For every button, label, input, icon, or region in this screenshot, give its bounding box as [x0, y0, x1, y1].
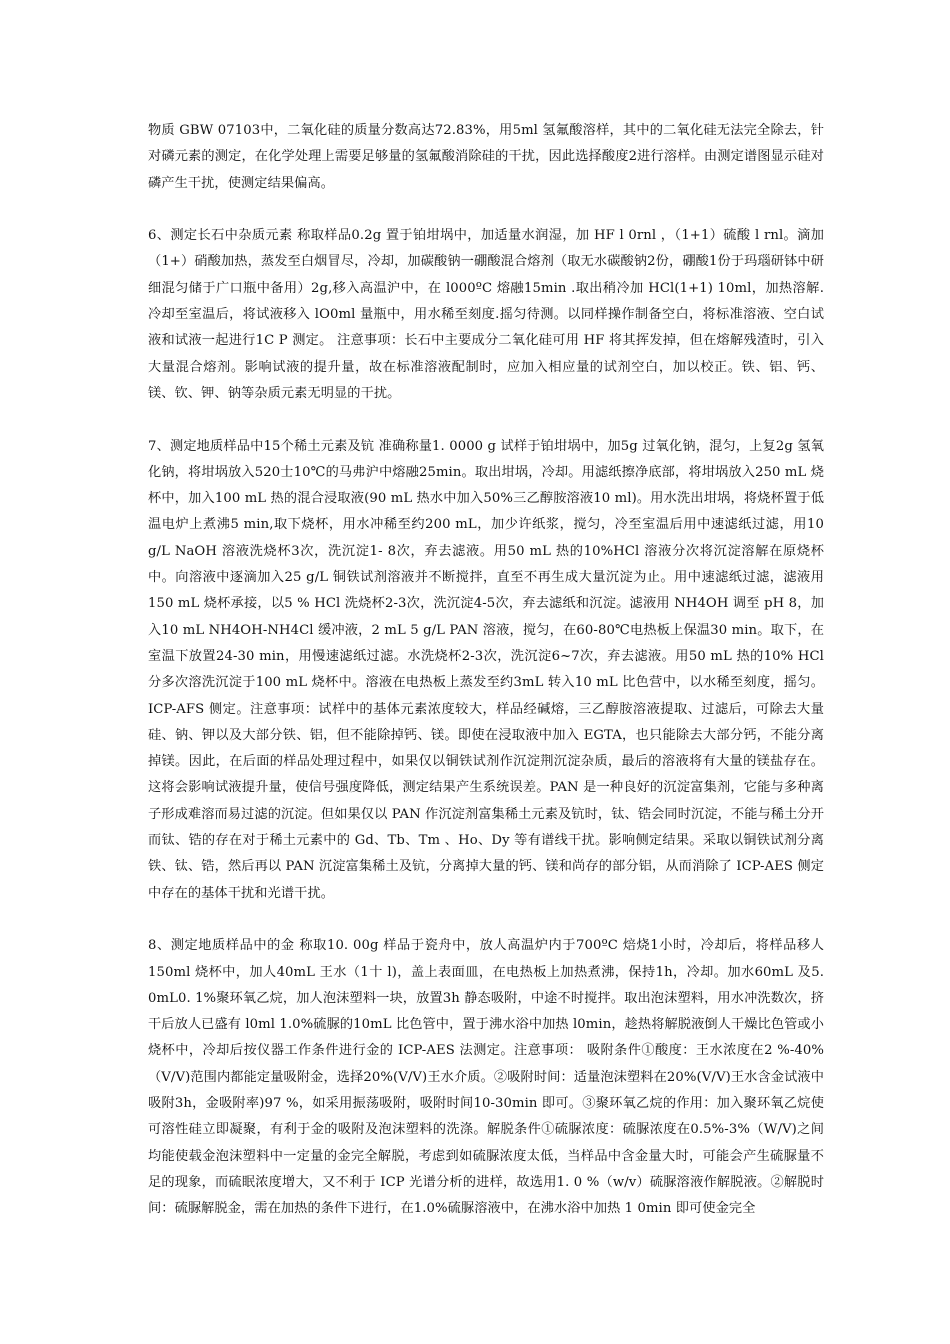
paragraph-intro: 物质 GBW 07103中，二氧化硅的质量分数高达72.83%，用5ml 氢氟酸溶样，其中的二氧化硅无法完全除去，针对磷元素的测定，在化学处理上需要足够量的氢氟酸消除硅的干扰，因此选择酸度2进行溶样。由测定谱图显示硅对磷产生干扰，使测定结果偏高。: [148, 123, 824, 191]
document-body: [148, 118, 824, 1249]
paragraph-6-feldspar: 6、测定长石中杂质元素 称取样品0.2g 置于铂坩埚中，加适量水润湿，加 HF l 0rnl ，（1+1）硫酸 l rnl。滴加（1+）硝酸加热，蒸发至白烟冒尽，冷却，加碳酸钠一硼酸混合熔剂（取无水碳酸钠2份，硼酸1份于玛瑙研钵中研细混匀储于广口瓶中备用）2g,移入高温沪中，在 l000ºC 熔融15min .取出稍冷加 HCl(1+1) 10ml，加热溶解.冷却至室温后，将试液移入 lO0ml 量瓶中，用水稀至刻度.摇匀待测。以同样操作制备空白，将标准溶液、空白试液和试液一起进行1C P 测定。 注意事项：长石中主要成分二氧化硅可用 HF 将其挥发掉，但在熔解残渣时，引入大量混合熔剂。影响试液的提升量，故在标准溶液配制时，应加入相应量的试剂空白，加以校正。铁、铝、钙、镁、钦、钾、钠等杂质元素无明显的干扰。: [148, 228, 824, 401]
paragraph-7-rare-earth: 7、测定地质样品中15个稀土元素及钪 准确称量1. 0000 g 试样于铂坩埚中，加5g 过氧化钠，混匀，上复2g 氢氧化钠，将坩埚放入520士10℃的马弗沪中熔融25min。取出坩埚，冷却。用滤纸擦净底部，将坩埚放入250 mL 烧杯中，加入100 mL 热的混合浸取液(90 mL 热水中加入50%三乙醇胺溶液10 ml)。用水洗出坩埚，将烧杯置于低温电炉上煮沸5 min,取下烧杯，用水冲稀至约200 mL，加少许纸浆，搅匀，冷至室温后用中速滤纸过滤，用10 g/L NaOH 溶液洗烧杯3次，洗沉淀1- 8次，弃去滤液。用50 mL 热的10%HCl 溶液分次将沉淀溶解在原烧杯中。向溶液中逐滴加入25 g/L 铜铁试剂溶液并不断搅拌，直至不再生成大量沉淀为止。用中速滤纸过滤，滤液用150 mL 烧杯承接，以5 % HCl 洗烧杯2-3次，洗沉淀4-5次，弃去滤纸和沉淀。滤液用 NH4OH 调至 pH 8，加入10 mL NH4OH-NH4Cl 缓冲液，2 mL 5 g/L PAN 溶液，搅匀，在60-80℃电热板上保温30 min。取下，在室温下放置24-30 min，用慢速滤纸过滤。水洗烧杯2-3次，洗沉淀6~7次，弃去滤液。用50 mL 热的10% HCl 分多次溶洗沉淀于100 mL 烧杯中。溶液在电热板上蒸发至约3mL 转入10 mL 比色营中，以水稀至刻度，摇匀。ICP-AFS 侧定。注意事项：试样中的基体元素浓度较大，样品经碱熔，三乙醇胺溶液提取、过滤后，可除去大量硅、钠、钾以及大部分铁、铝，但不能除掉钙、镁。即使在浸取液中加入 EGTA，也只能除去大部分钙，不能分离掉镁。因此，在后面的样品处理过程中，如果仅以铜铁试剂作沉淀荆沉淀杂质，最后的溶液将有大量的镁盐存在。这将会影响试液提升量，使信号强度降低，测定结果产生系统误差。PAN 是一种良好的沉淀富集剂，它能与多种离子形成难溶而易过滤的沉淀。但如果仅以 PAN 作沉淀剂富集稀土元素及钪时，钛、锆会同时沉淀，不能与稀土分开而钛、锆的存在对于稀土元素中的 Gd、Tb、Tm 、Ho、Dy 等有谱线干扰。影响侧定结果。采取以铜铁试剂分离铁、钛、锆，然后再以 PAN 沉淀富集稀土及钪，分离掉大量的钙、镁和尚存的部分铝，从而消除了 ICP-AES 侧定中存在的基体干扰和光谱干扰。: [148, 438, 824, 901]
paragraph-8-gold: 8、测定地质样品中的金 称取10. 00g 样品于瓷舟中，放人高温炉内于700ºC 焙烧1小时，冷却后，将样品移人150ml 烧杯中，加人40mL 王水（1十 l)，盖上表面皿，在电热板上加热煮沸，保持1h，冷却。加水60mL 及5. 0mL0. 1%聚环氧乙烷，加人泡沫塑料一块，放置3h 静态吸附，中途不时搅拌。取出泡沫塑料，用水冲洗数次，挤干后放人已盛有 l0ml 1.0%硫脲的10mL 比色管中，置于沸水浴中加热 l0min，趁热将解脱液倒人干燥比色管或小烧杯中，冷却后按仪器工作条件进行金的 ICP-AES 法测定。注意事项： 吸附条件①酸度：王水浓度在2 %-40%（V/V)范围内都能定量吸附金，选择20%(V/V)王水介质。②吸附时间：适量泡沫塑料在20%(V/V)王水含金试液中吸附3h，金吸附率)97 %，如采用振荡吸附，吸附时间10-30min 即可。③聚环氧乙烷的作用：加入聚环氧乙烷使可溶性硅立即凝聚，有利于金的吸附及泡沫塑料的洗涤。解脱条件①硫脲浓度：硫脲浓度在0.5%-3%（W/V)之间均能使载金泡沫塑料中一定量的金完全解脱，考虑到如硫脲浓度太低，当样品中含金量大时，可能会产生硫脲量不足的现象，而硫眠浓度增大，又不利于 ICP 光谱分析的进样，故选用1. 0 %（w/v）硫脲溶液作解脱液。②解脱时间：硫脲解脱金，需在加热的条件下进行，在1.0%硫脲溶液中，在沸水浴中加热 1 0min 即可使金完全: [148, 938, 824, 1217]
